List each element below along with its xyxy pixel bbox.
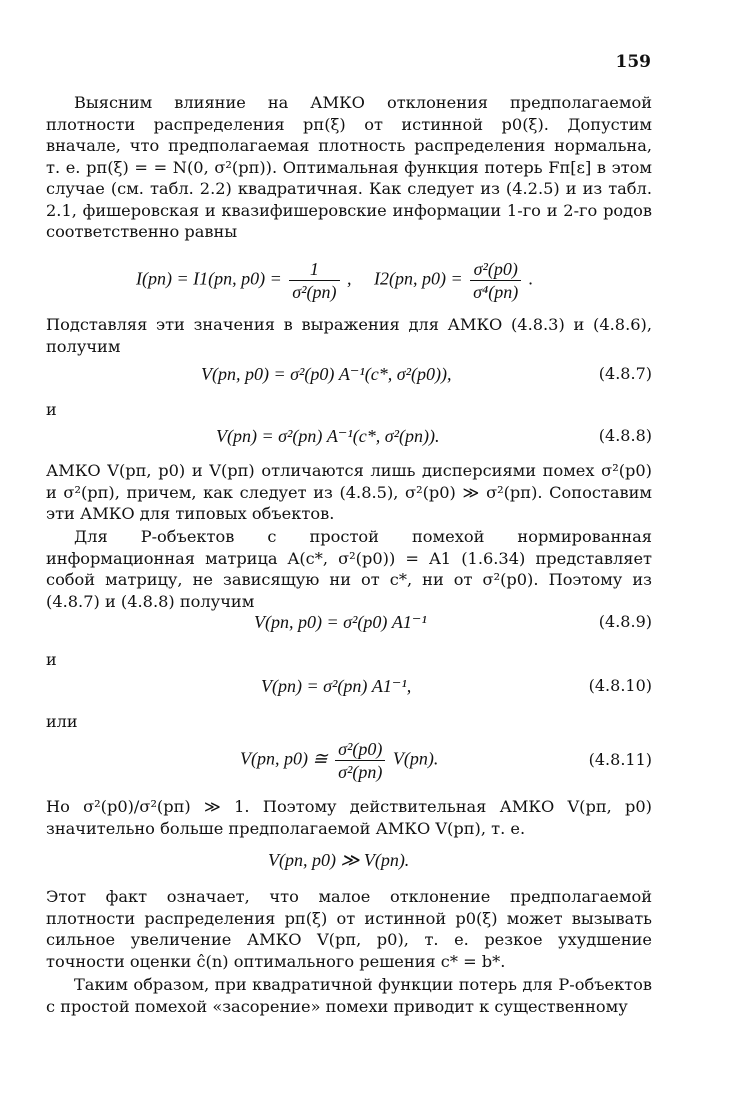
equation-inequality-expr: V(pп, p0) ≫ V(pп).: [268, 850, 410, 870]
equation-4-8-7: [46, 364, 652, 394]
equation-4-8-8-expr: V(pп) = σ²(pп) A⁻¹(c*, σ²(pп)).: [216, 426, 440, 446]
fraction-numerator: 1: [289, 258, 339, 281]
connector-word-or: или: [46, 712, 78, 731]
equation-information: [46, 252, 652, 304]
connector-word-and: и: [46, 650, 57, 669]
equation-4-8-9: [46, 612, 652, 642]
connector-word-and: и: [46, 400, 57, 419]
equation-4-8-11: [46, 736, 652, 790]
fraction-variance-ratio: [335, 738, 385, 783]
equation-number: (4.8.11): [588, 750, 652, 769]
paragraph-p-objects: Для Р-объектов с простой помехой нормированная информационная матрица A(c*, σ²(p0)) = A1 (1.6.34) представляет собой матрицу, не зависящую ни от c*, ни от σ²(p0). Поэтому из (4.8.7) и (4.8.8) получим: [46, 527, 652, 611]
equation-number: (4.8.10): [588, 676, 652, 695]
equation-number: (4.8.8): [598, 426, 652, 445]
equation-4-8-8: [46, 426, 652, 456]
equation-number: (4.8.7): [598, 364, 652, 383]
paragraph-conclusion: Но σ²(p0)/σ²(pп) ≫ 1. Поэтому действительная АМКО V(pп, p0) значительно больше предполагаемой АМКО V(pп), т. е.: [46, 797, 652, 838]
fraction-variance-ratio: [470, 258, 521, 303]
equation-4-8-7-expr: V(pп, p0) = σ²(p0) A⁻¹(c*, σ²(p0)),: [201, 364, 452, 384]
equation-inequality: [46, 850, 652, 880]
fraction-denominator: σ⁴(pп): [473, 282, 519, 302]
paragraph-comparison: АМКО V(pп, p0) и V(pп) отличаются лишь дисперсиями помех σ²(p0) и σ²(pп), причем, как следует из (4.8.5), σ²(p0) ≫ σ²(pп). Сопоставим эти АМКО для типовых объектов.: [46, 461, 652, 523]
paragraph-consequence: Этот факт означает, что малое отклонение предполагаемой плотности распределения pп(ξ) от истинной p0(ξ) может вызывать сильное увеличение АМКО V(pп, p0), т. е. резкое ухудшение точности оценки ĉ(n) оптимального решения c* = b*.: [46, 887, 652, 971]
fraction-numerator: σ²(p0): [470, 258, 521, 281]
equation-4-8-9-expr: V(pп, p0) = σ²(p0) A1⁻¹: [254, 612, 427, 632]
equation-4-8-10: [46, 676, 652, 706]
equation-4-8-10-expr: V(pп) = σ²(pп) A1⁻¹,: [261, 676, 412, 696]
eq-4811-left: V(pп, p0) ≅: [240, 748, 328, 769]
paragraph-substitution: Подставляя эти значения в выражения для АМКО (4.8.3) и (4.8.6), получим: [46, 315, 652, 356]
fraction-one-over-variance: [289, 258, 339, 303]
eq-info-mid: , I2(pп, p0) =: [347, 268, 463, 289]
equation-number: (4.8.9): [598, 612, 652, 631]
paragraph-summary: Таким образом, при квадратичной функции потерь для Р-объектов с простой помехой «засорение» помехи приводит к существенному: [46, 975, 652, 1016]
paragraph-intro: Выясним влияние на АМКО отклонения предполагаемой плотности распределения pп(ξ) от истинной p0(ξ). Допустим вначале, что предполагаемая плотность распределения нормальна, т. е. pп(ξ) = = N(0, σ²(pп)). Оптимальная функция потерь Fп[ε] в этом случае (см. табл. 2.2) квадратичная. Как следует из (4.2.5) и из табл. 2.1, фишеровская и квазифишеровские информации 1-го и 2-го родов соответственно равны: [46, 93, 652, 241]
page-number: 159: [615, 52, 651, 72]
eq-4811-right: V(pп).: [392, 748, 439, 769]
equation-information-expr: [136, 258, 533, 303]
eq-info-end: .: [528, 268, 534, 289]
fraction-denominator: σ²(pп): [338, 762, 383, 782]
fraction-denominator: σ²(pп): [292, 282, 337, 302]
fraction-numerator: σ²(p0): [335, 738, 385, 761]
equation-4-8-11-expr: [240, 738, 438, 783]
eq-info-left: I(pп) = I1(pп, p0) =: [136, 268, 282, 289]
